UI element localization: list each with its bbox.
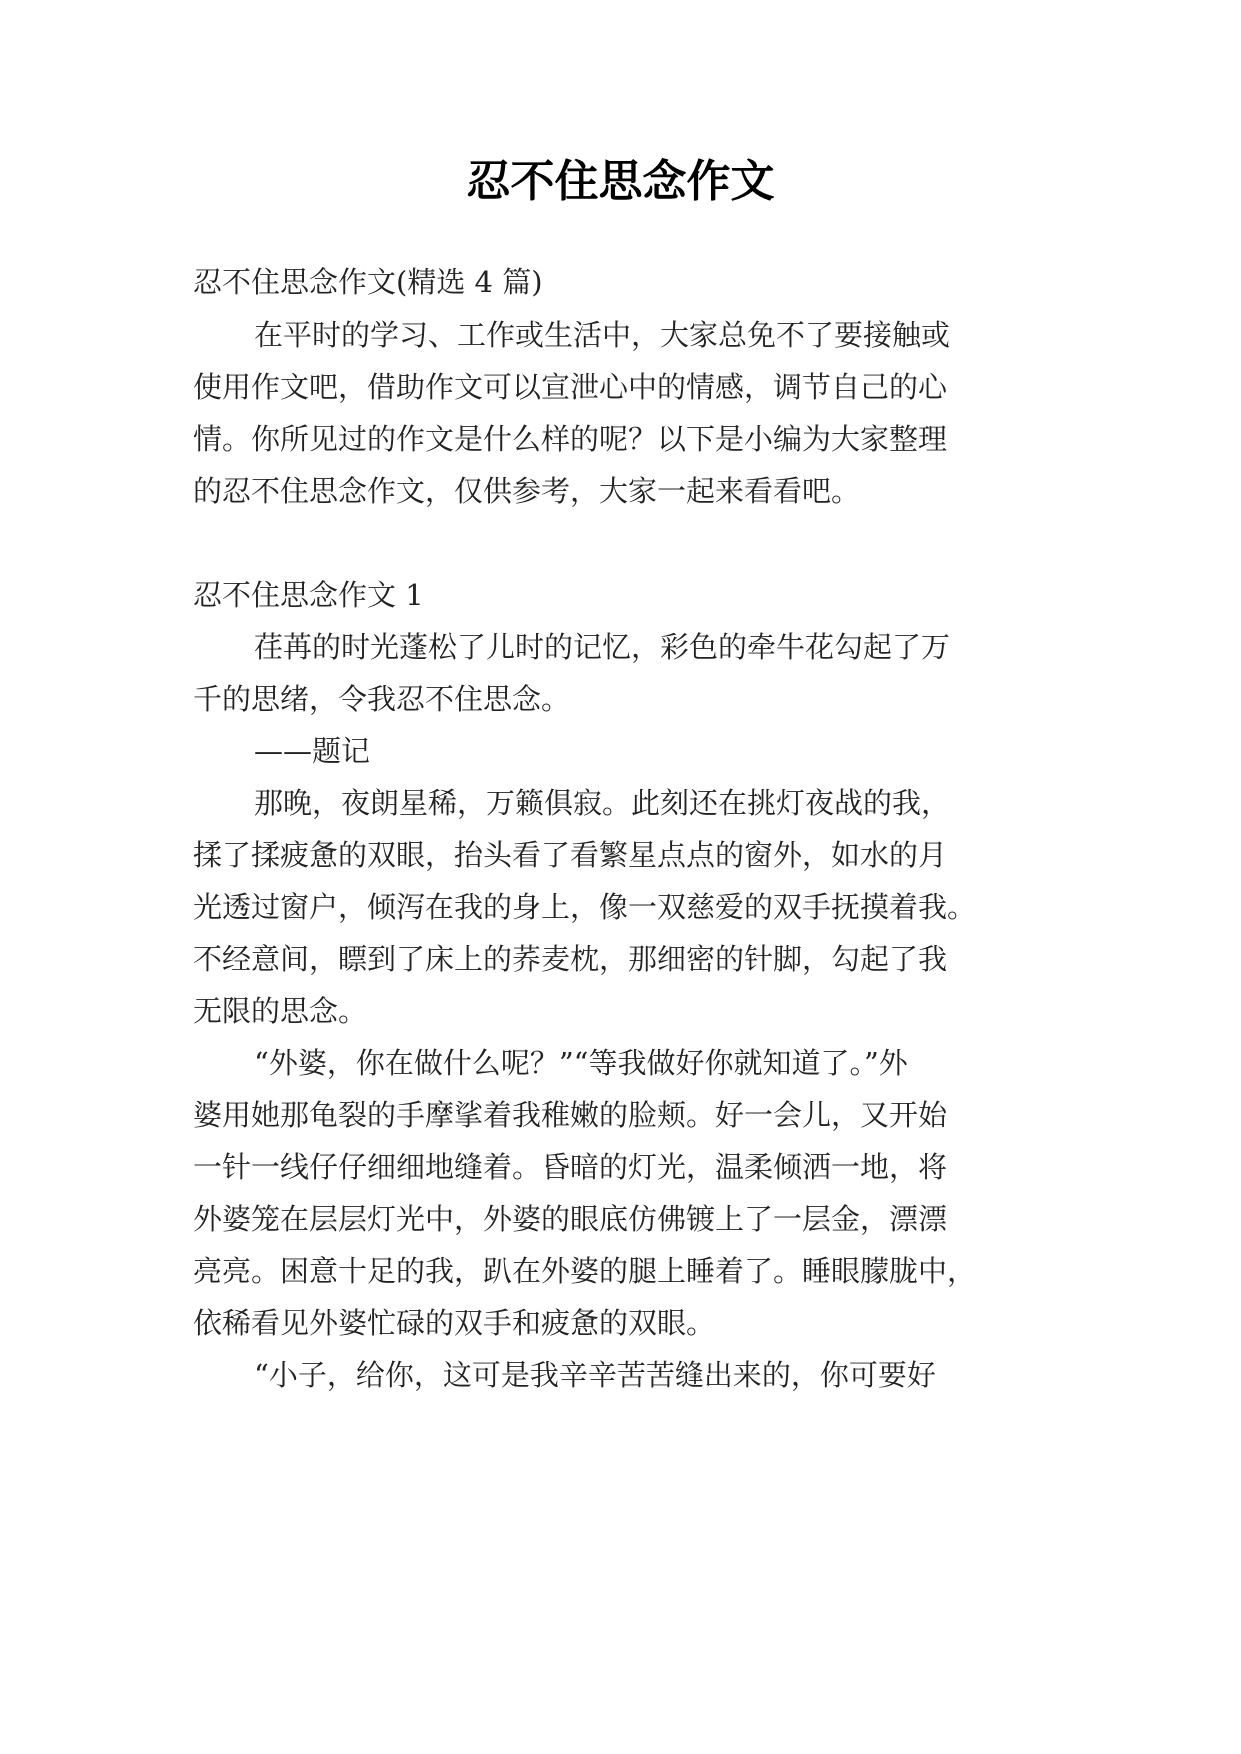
- paragraph-line: 婆用她那龟裂的手摩挲着我稚嫩的脸颊。好一会儿，又开始: [193, 1098, 948, 1132]
- section-heading: 忍不住思念作文 1: [193, 578, 424, 612]
- epigraph-note: ——题记: [254, 734, 371, 768]
- intro-line: 情。你所见过的作文是什么样的呢？以下是小编为大家整理: [193, 422, 948, 456]
- paragraph-line: 千的思绪，令我忍不住思念。: [193, 682, 571, 716]
- paragraph-line: “外婆，你在做什么呢？”“等我做好你就知道了。”外: [254, 1046, 908, 1080]
- paragraph-line: 亮亮。困意十足的我，趴在外婆的腿上睡着了。睡眼朦胧中，: [193, 1254, 977, 1288]
- intro-line: 使用作文吧，借助作文可以宣泄心中的情感，调节自己的心: [193, 370, 948, 404]
- paragraph-line: 荏苒的时光蓬松了儿时的记忆，彩色的牵牛花勾起了万: [254, 630, 951, 664]
- paragraph-line: 外婆笼在层层灯光中，外婆的眼底仿佛镀上了一层金，漂漂: [193, 1202, 948, 1236]
- document-title: 忍不住思念作文: [466, 156, 775, 207]
- paragraph-line: 一针一线仔仔细细地缝着。昏暗的灯光，温柔倾洒一地，将: [193, 1150, 948, 1184]
- paragraph-line: “小子，给你，这可是我辛辛苦苦缝出来的，你可要好: [254, 1358, 936, 1392]
- intro-line: 的忍不住思念作文，仅供参考，大家一起来看看吧。: [193, 474, 861, 508]
- paragraph-line: 揉了揉疲惫的双眼，抬头看了看繁星点点的窗外，如水的月: [193, 838, 948, 872]
- paragraph-line: 光透过窗户，倾泻在我的身上，像一双慈爱的双手抚摸着我。: [193, 890, 977, 924]
- paragraph-line: 那晚，夜朗星稀，万籁俱寂。此刻还在挑灯夜战的我，: [254, 786, 951, 820]
- paragraph-line: 无限的思念。: [193, 994, 368, 1028]
- paragraph-line: 依稀看见外婆忙碌的双手和疲惫的双眼。: [193, 1306, 716, 1340]
- paragraph-line: 不经意间，瞟到了床上的荞麦枕，那细密的针脚，勾起了我: [193, 942, 948, 976]
- subtitle-line: 忍不住思念作文(精选 4 篇): [193, 265, 543, 299]
- intro-line: 在平时的学习、工作或生活中，大家总免不了要接触或: [254, 318, 951, 352]
